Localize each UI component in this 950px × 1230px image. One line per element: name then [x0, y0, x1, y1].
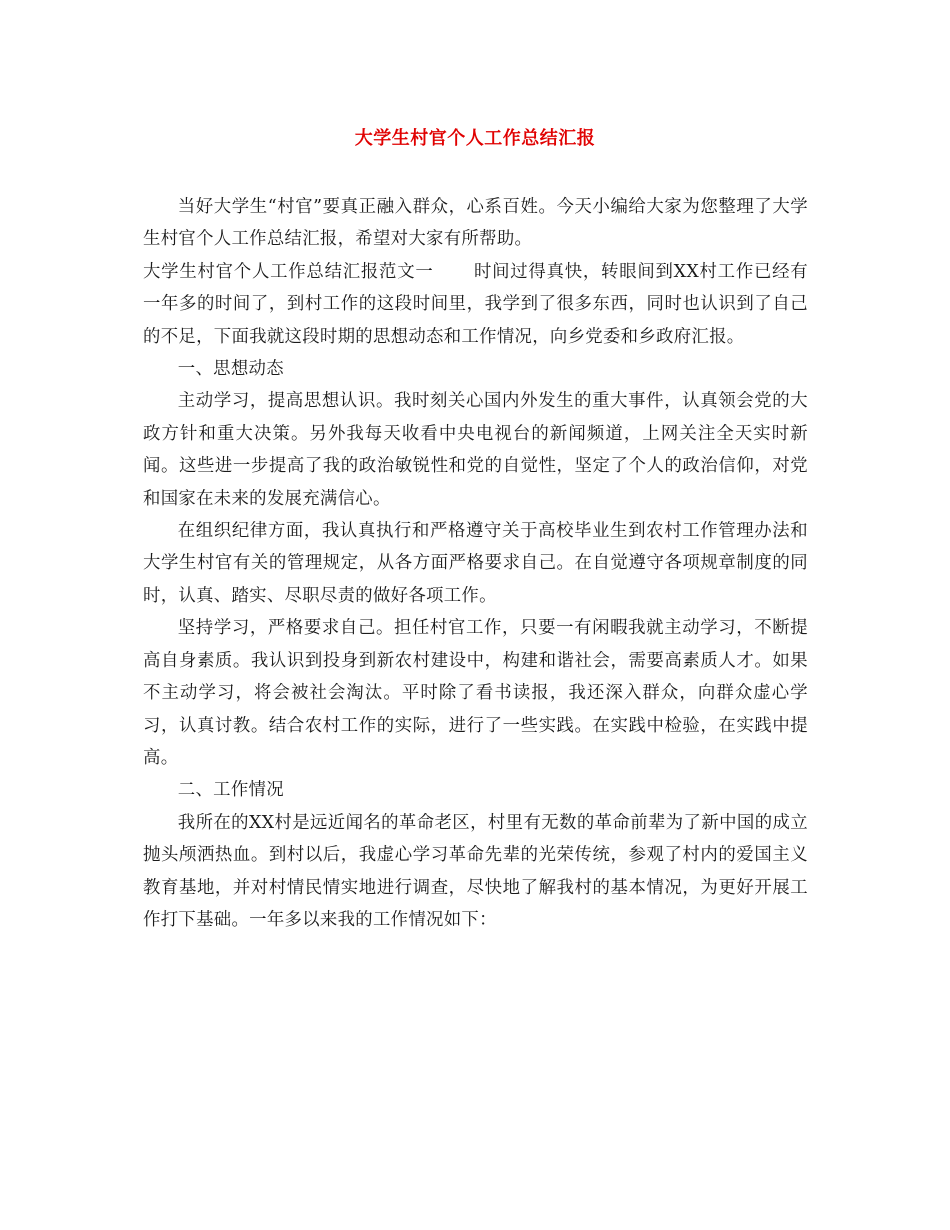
- paragraph-village: 我所在的XX村是远近闻名的革命老区，村里有无数的革命前辈为了新中国的成立抛头颅洒热血。到村以后，我虚心学习革命先辈的光荣传统，参观了村内的爱国主义教育基地，并对村情民情实地进行调查，尽快地了解我村的基本情况，为更好开展工作打下基础。一年多以来我的工作情况如下：: [143, 812, 808, 930]
- sample-opening: 时间过得真快，转眼间到XX村工作已经有一年多的时间了，到村工作的这段时间里，我学到了很多东西，同时也认识到了自己的不足，下面我就这段时期的思想动态和工作情况，向乡党委和乡政府汇报。: [143, 261, 808, 347]
- paragraph-study: 主动学习，提高思想认识。我时刻关心国内外发生的重大事件，认真领会党的大政方针和重大决策。另外我每天收看中央电视台的新闻频道，上网关注全天实时新闻。这些进一步提高了我的政治敏锐性和党的自觉性，坚定了个人的政治信仰，对党和国家在未来的发展充满信心。: [143, 391, 808, 509]
- sample-label: 大学生村官个人工作总结汇报范文一: [143, 261, 434, 282]
- document-title: 大学生村官个人工作总结汇报: [354, 128, 596, 149]
- section-heading-thoughts: 一、思想动态: [177, 359, 284, 380]
- section-heading-work: 二、工作情况: [177, 780, 284, 801]
- intro-paragraph: 当好大学生“村官”要真正融入群众，心系百姓。今天小编给大家为您整理了大学生村官个人工作总结汇报，希望对大家有所帮助。: [143, 197, 808, 250]
- paragraph-discipline: 在组织纪律方面，我认真执行和严格遵守关于高校毕业生到农村工作管理办法和大学生村官有关的管理规定，从各方面严格要求自己。在自觉遵守各项规章制度的同时，认真、踏实、尽职尽责的做好各项工作。: [143, 521, 808, 606]
- paragraph-persist: 坚持学习，严格要求自己。担任村官工作，只要一有闲暇我就主动学习，不断提高自身素质。我认识到投身到新农村建设中，构建和谐社会，需要高素质人才。如果不主动学习，将会被社会淘汰。平时除了看书读报，我还深入群众，向群众虚心学习，认真讨教。结合农村工作的实际，进行了一些实践。在实践中检验，在实践中提高。: [143, 618, 808, 768]
- sample-paragraph: [143, 256, 808, 353]
- document-body: [143, 191, 808, 936]
